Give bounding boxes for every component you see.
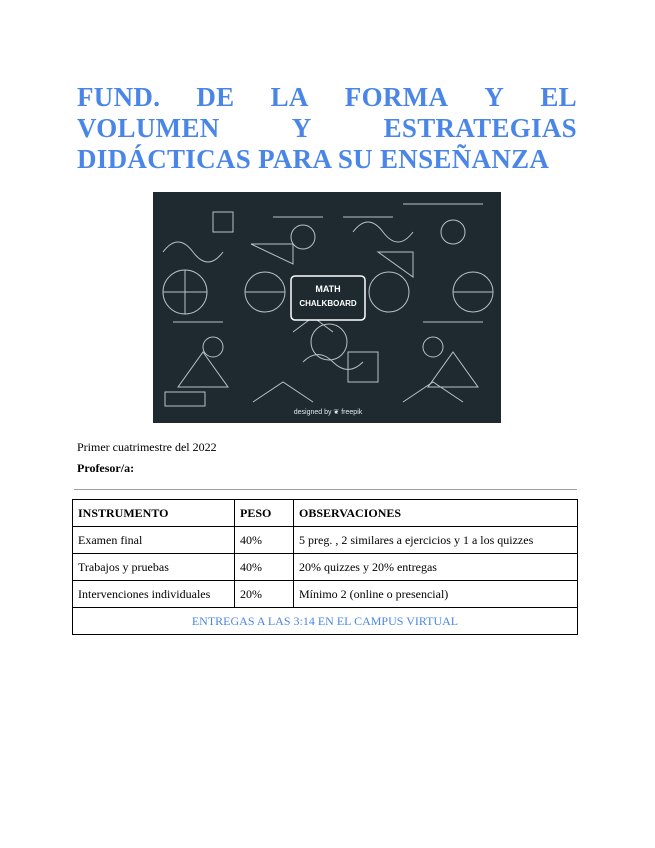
math-chalkboard-image	[153, 192, 501, 423]
title-word: LA	[270, 82, 309, 112]
cell-instrumento: Trabajos y pruebas	[73, 554, 235, 581]
table-row	[73, 581, 578, 608]
title-line-3	[77, 144, 577, 175]
evaluation-table	[72, 499, 578, 635]
title-word: ESTRATEGIAS	[383, 113, 577, 143]
document-title	[77, 82, 577, 175]
title-line-1	[77, 82, 577, 113]
badge-line2: CHALKBOARD	[299, 299, 357, 308]
cell-instrumento: Intervenciones individuales	[73, 581, 235, 608]
image-credit: designed by ❦ freepik	[293, 409, 363, 416]
professor-label: Profesor/a:	[77, 461, 135, 475]
math-badge-frame	[291, 276, 365, 320]
title-word: FORMA	[344, 82, 449, 112]
title-word: DE	[196, 82, 235, 112]
cell-observaciones: Mínimo 2 (online o presencial)	[294, 581, 578, 608]
header-instrumento: INSTRUMENTO	[73, 500, 235, 527]
table-footer-row	[73, 608, 578, 635]
title-word: EL	[540, 82, 577, 112]
table-row	[73, 527, 578, 554]
cell-peso: 40%	[235, 554, 294, 581]
cell-instrumento: Examen final	[73, 527, 235, 554]
title-word: VOLUMEN	[77, 113, 220, 143]
cell-peso: 40%	[235, 527, 294, 554]
table-header-row	[73, 500, 578, 527]
title-word: Y	[291, 113, 312, 143]
table-row	[73, 554, 578, 581]
cell-observaciones: 20% quizzes y 20% entregas	[294, 554, 578, 581]
footer-note: ENTREGAS A LAS 3:14 EN EL CAMPUS VIRTUAL	[73, 608, 578, 635]
header-peso: PESO	[235, 500, 294, 527]
cell-peso: 20%	[235, 581, 294, 608]
chalkboard-illustration	[153, 192, 501, 423]
cell-observaciones: 5 preg. , 2 similares a ejercicios y 1 a los quizzes	[294, 527, 578, 554]
divider	[74, 489, 577, 490]
title-word: DIDÁCTICAS PARA SU ENSEÑANZA	[77, 144, 550, 174]
header-observaciones: OBSERVACIONES	[294, 500, 578, 527]
title-word: FUND.	[77, 82, 161, 112]
title-line-2	[77, 113, 577, 144]
title-word: Y	[484, 82, 505, 112]
semester-text: Primer cuatrimestre del 2022	[77, 440, 217, 454]
badge-line1: MATH	[315, 284, 341, 294]
